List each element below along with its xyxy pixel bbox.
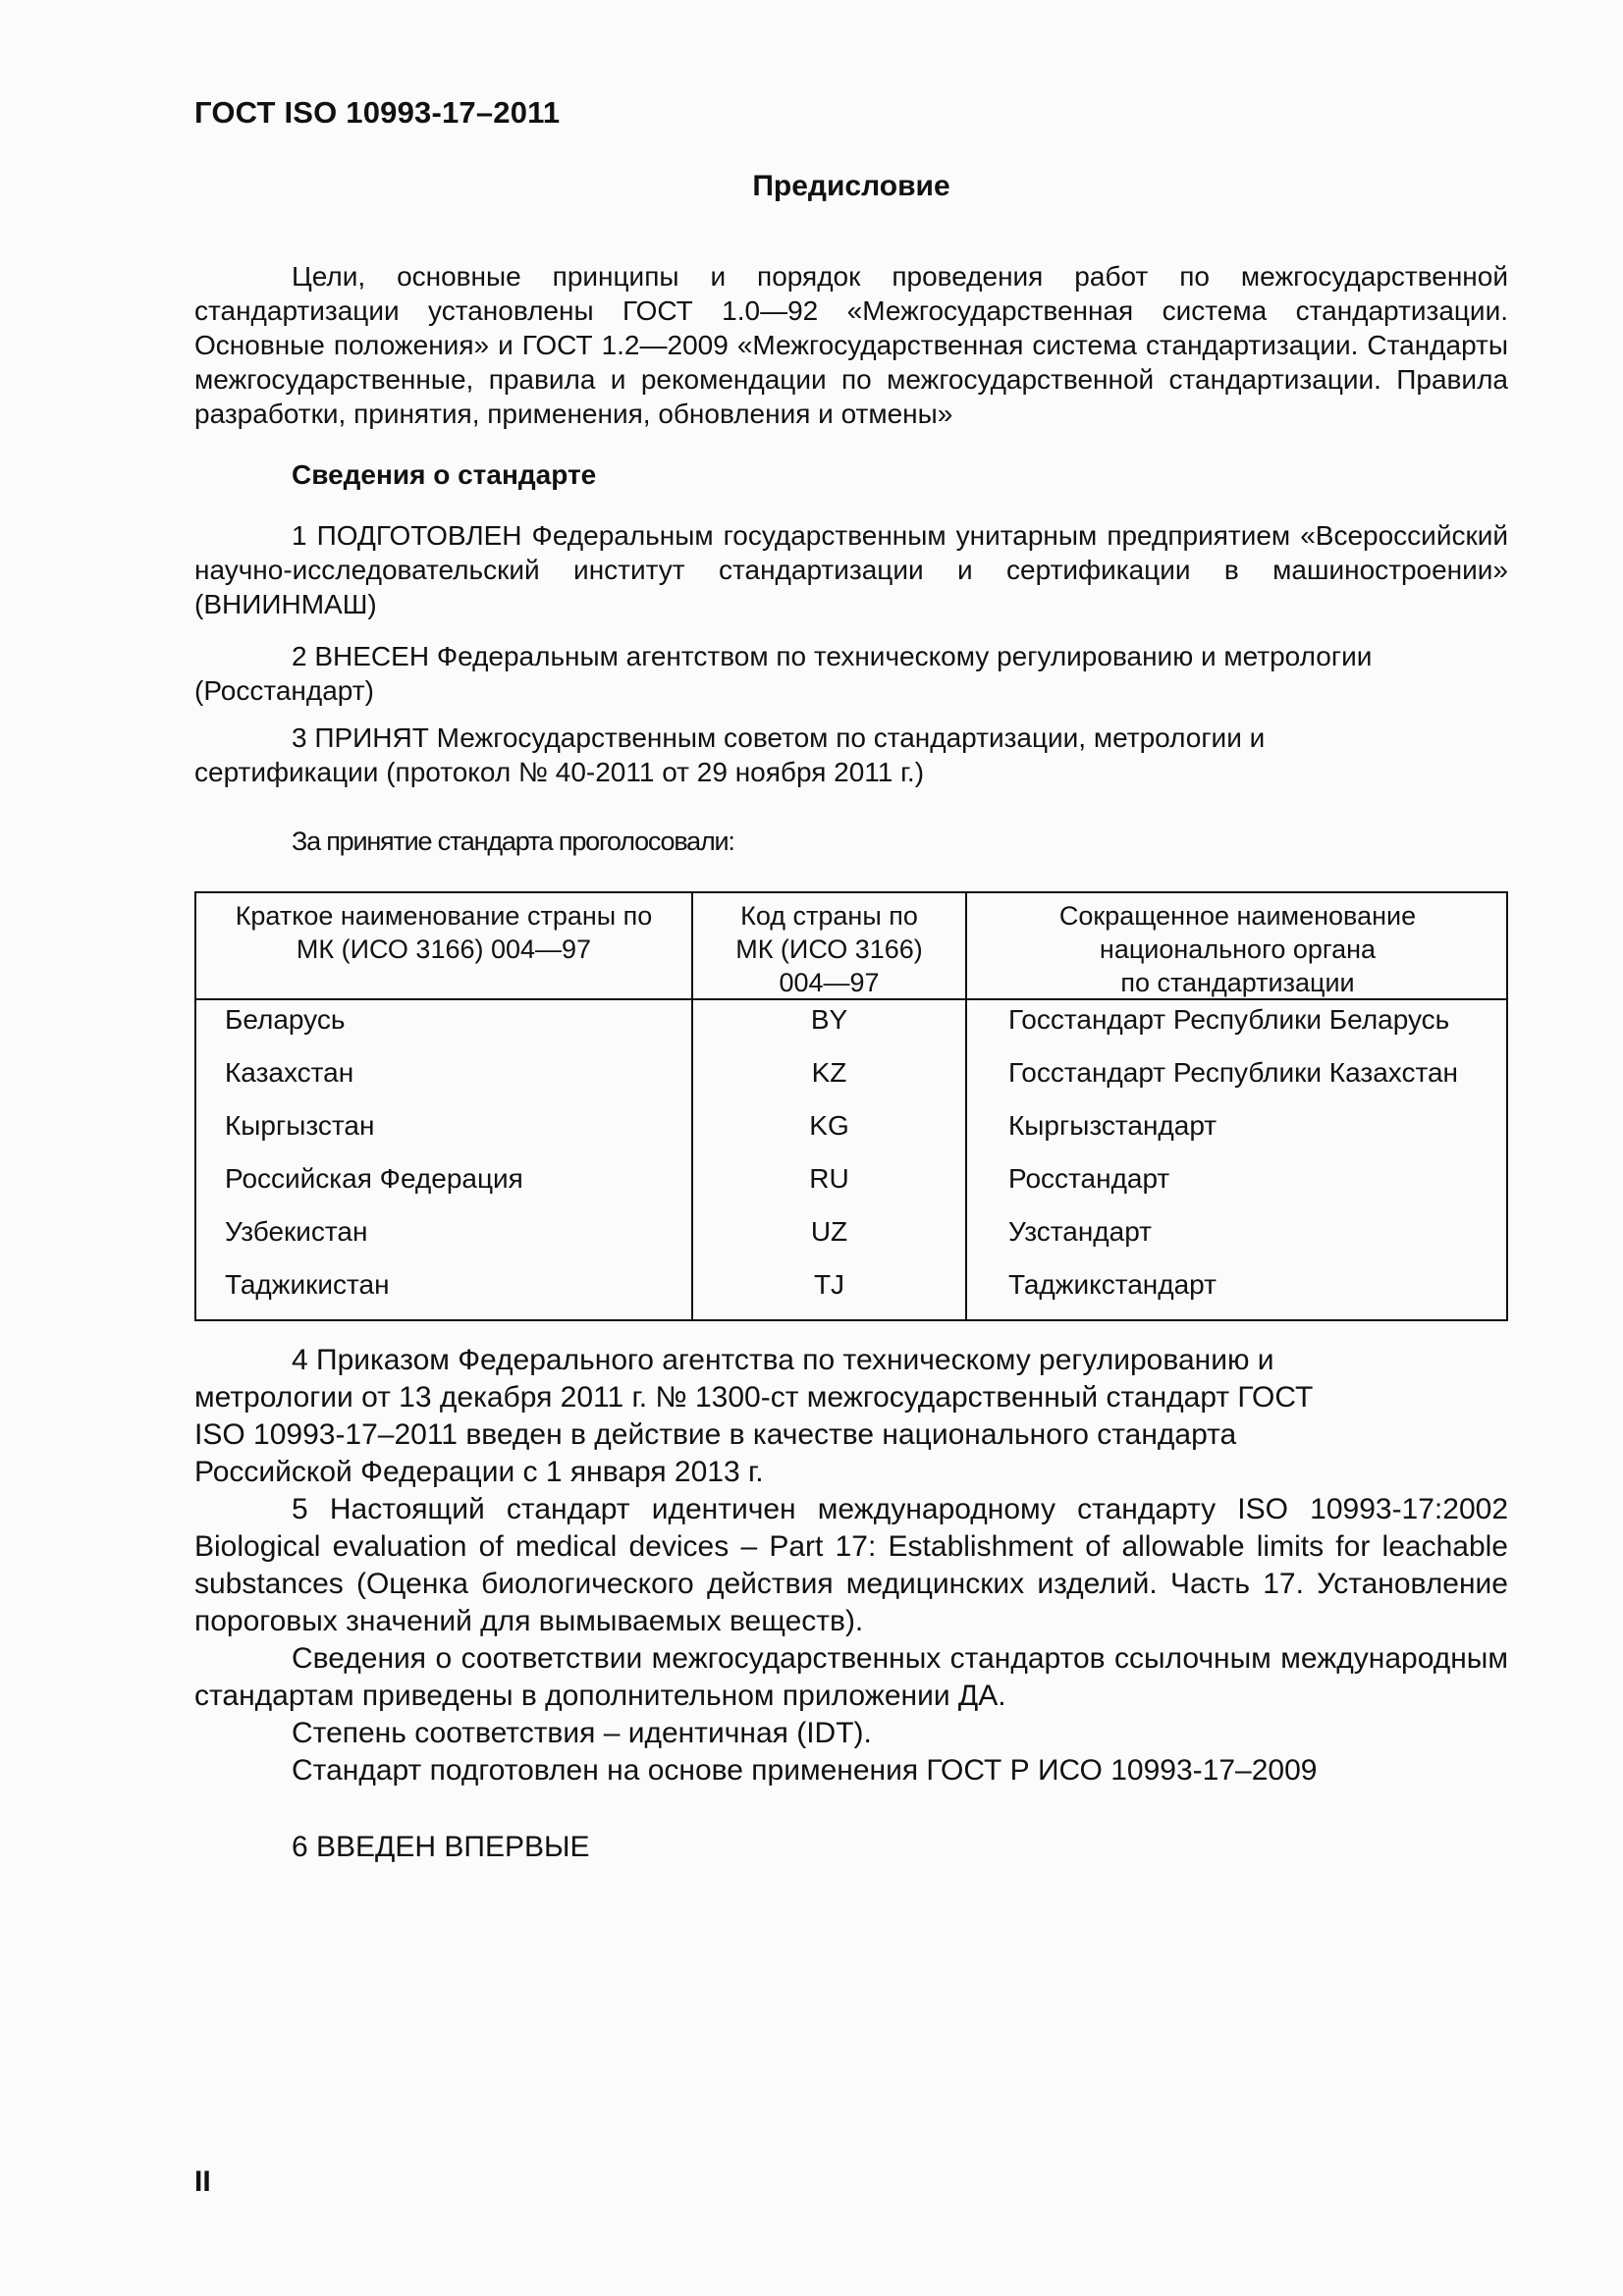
- paragraph-5-references: Сведения о соответствии межгосударственных стандартов ссылочным международным стандартам приведены в дополнительном приложении ДА.: [194, 1642, 1508, 1712]
- cell-country: Российская Федерация: [225, 1163, 523, 1194]
- cell-national-body: Госстандарт Республики Казахстан: [1008, 1057, 1459, 1088]
- paragraph-3-adopted: [194, 721, 1508, 789]
- paragraph-3-line-2: сертификации (протокол № 40-2011 от 29 ноября 2011 г.): [194, 757, 925, 787]
- intro-paragraph: Цели, основные принципы и порядок проведения работ по межгосударственной стандартизации установлены ГОСТ 1.0—92 «Межгосударственная система стандартизации. Основные положения» и ГОСТ 1.2—2009 «Межгосударственная система стандартизации. Стандарты межгосударственные, правила и рекомендации по межгосударственной стандартизации. Правила разработки, принятия, применения, обновления и отмены»: [194, 261, 1508, 429]
- paragraph-5-degree: Степень соответствия – идентичная (IDT).: [292, 1717, 872, 1749]
- paragraph-4-line-4: Российской Федерации с 1 января 2013 г.: [194, 1456, 764, 1488]
- cell-national-body: Кыргызстандарт: [1008, 1110, 1217, 1141]
- cell-code: RU: [809, 1163, 849, 1194]
- paragraph-5-basis: Стандарт подготовлен на основе применения ГОСТ Р ИСО 10993-17–2009: [292, 1754, 1318, 1787]
- cell-national-body: Узстандарт: [1008, 1216, 1152, 1247]
- paragraph-4-order: [194, 1342, 1508, 1491]
- paragraph-3-line-1: 3 ПРИНЯТ Межгосударственным советом по стандартизации, метрологии и: [292, 722, 1266, 753]
- page-title: Предисловие: [752, 170, 950, 202]
- voting-table: [194, 891, 1508, 1321]
- cell-code: KZ: [811, 1057, 847, 1088]
- cell-country: Казахстан: [225, 1057, 354, 1088]
- info-heading: Сведения о стандарте: [292, 459, 597, 490]
- header-country-code: Код страны по МК (ИСО 3166) 004—97: [735, 901, 923, 997]
- cell-country: Кыргызстан: [225, 1110, 375, 1141]
- header-national-body: Сокращенное наименование национального органа по стандартизации: [1058, 901, 1417, 997]
- cell-country: Беларусь: [225, 1004, 346, 1035]
- cell-code: UZ: [810, 1216, 848, 1247]
- page-number: II: [194, 2165, 211, 2198]
- paragraph-2-submitted: 2 ВНЕСЕН Федеральным агентством по техническому регулированию и метрологии (Росстандарт): [194, 641, 1373, 706]
- cell-national-body: Госстандарт Республики Беларусь: [1008, 1004, 1450, 1035]
- paragraph-4-line-2: метрологии от 13 декабря 2011 г. № 1300-ст межгосударственный стандарт ГОСТ: [194, 1381, 1314, 1414]
- cell-country: Таджикистан: [225, 1269, 390, 1300]
- paragraph-6-introduced: 6 ВВЕДЕН ВПЕРВЫЕ: [292, 1831, 590, 1863]
- paragraph-1-prepared: 1 ПОДГОТОВЛЕН Федеральным государственным унитарным предприятием «Всероссийский научно-исследовательский институт стандартизации и сертификации в машиностроении» (ВНИИНМАШ): [194, 520, 1508, 619]
- paragraph-4-line-3: ISO 10993-17–2011 введен в действие в качестве национального стандарта: [194, 1418, 1237, 1451]
- cell-code: BY: [810, 1004, 848, 1035]
- cell-national-body: Росстандарт: [1008, 1163, 1170, 1194]
- standard-code-header: ГОСТ ISO 10993-17–2011: [194, 95, 561, 130]
- cell-national-body: Таджикстандарт: [1008, 1269, 1217, 1300]
- paragraph-4-line-1: 4 Приказом Федерального агентства по техническому регулированию и: [292, 1344, 1274, 1376]
- cell-code: KG: [809, 1110, 849, 1141]
- document-page: [194, 0, 1508, 2296]
- vote-label: За принятие стандарта проголосовали:: [292, 827, 734, 856]
- cell-country: Узбекистан: [225, 1216, 368, 1247]
- header-country-name: Краткое наименование страны по МК (ИСО 3166) 004—97: [235, 901, 653, 964]
- paragraph-5-identity: 5 Настоящий стандарт идентичен международному стандарту ISO 10993-17:2002 Biological evaluation of medical devices – Part 17: Establishment of allowable limits for leachable substances (Оценка биологического действия медицинских изделий. Часть 17. Установление пороговых значений для вымываемых веществ).: [194, 1493, 1508, 1637]
- cell-code: TJ: [813, 1269, 845, 1300]
